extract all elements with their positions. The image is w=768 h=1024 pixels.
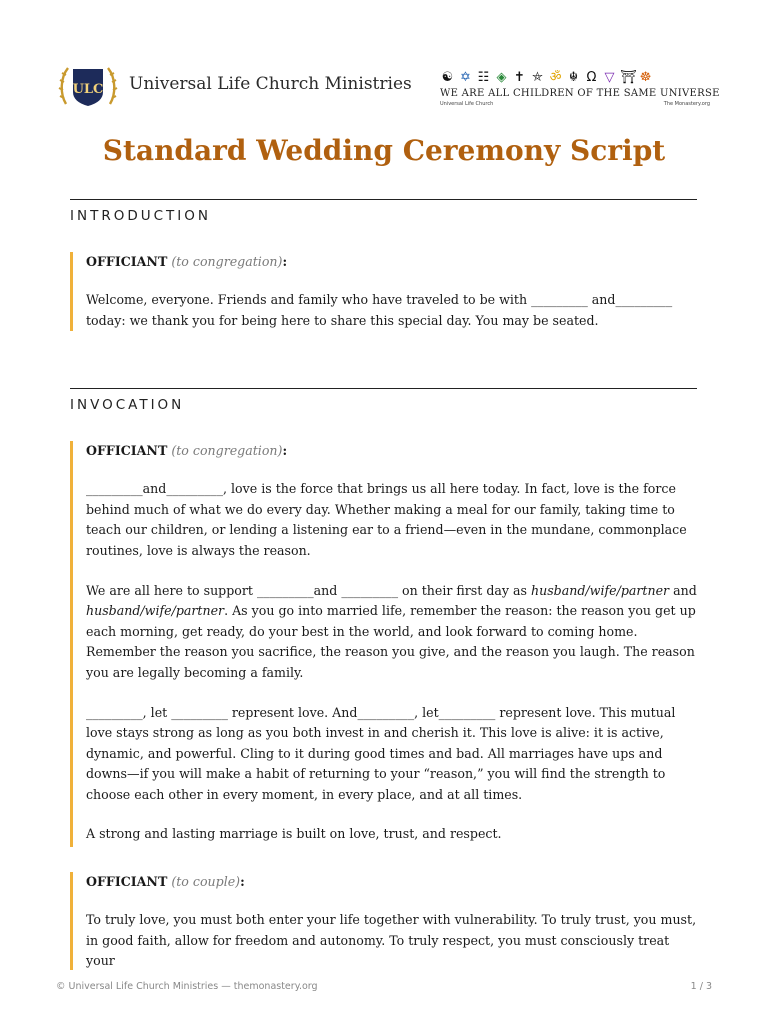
section-heading-invocation: INVOCATION <box>70 397 185 413</box>
religious-symbol-icon: ☬ <box>568 69 579 85</box>
speaker-line <box>86 441 701 461</box>
speaker-line <box>86 252 701 272</box>
logo-letters: ULC <box>72 82 104 97</box>
officiant-block-couple <box>70 872 701 970</box>
speaker-label: OFFICIANT <box>86 254 168 269</box>
tagline-small-left: Universal Life Church <box>440 101 494 107</box>
religious-symbol-icon: ⛩ <box>620 69 637 85</box>
tagline: WE ARE ALL CHILDREN OF THE SAME UNIVERSE <box>440 88 720 99</box>
tagline-small-right: The Monastery.org <box>663 101 710 107</box>
paragraph: A strong and lasting marriage is built on love, trust, and respect. <box>86 826 502 842</box>
section-divider <box>70 199 697 200</box>
stage-direction: (to couple) <box>171 874 241 889</box>
speaker-label: OFFICIANT <box>86 443 168 458</box>
officiant-block-invocation <box>70 441 701 847</box>
religious-symbol-icon: ✝ <box>514 69 525 85</box>
paragraph: To truly love, you must both enter your life together with vulnerability. To truly trust, you must, in good faith, allow for freedom and autonomy. To truly respect, you must consciously treat your <box>86 912 697 969</box>
religious-symbol-icon: ⛤ <box>532 69 543 85</box>
page-header <box>58 62 720 110</box>
officiant-block-introduction <box>70 252 701 331</box>
religious-symbols-banner <box>440 68 720 108</box>
paragraph <box>86 581 701 683</box>
colon: : <box>240 874 245 889</box>
speaker-label: OFFICIANT <box>86 874 168 889</box>
religious-symbol-icon: ▽ <box>604 69 615 85</box>
colon: : <box>282 443 288 458</box>
religious-symbol-icon: ☸ <box>639 69 652 85</box>
religious-symbol-icon: ✡ <box>460 69 471 85</box>
text-run-emphasis: husband/wife/partner <box>86 603 225 619</box>
org-name: Universal Life Church Ministries <box>129 74 412 94</box>
religious-symbol-icon: ☯ <box>441 69 454 85</box>
text-run: We are all here to support _________and _________ on their first day as <box>86 583 531 599</box>
page-number: 1 / 3 <box>690 981 712 992</box>
paragraph: _________, let _________ represent love. And_________, let_________ represent love. This mutual love stays strong as long as you both invest in and cherish it. This love is alive: it is active, dynamic, and powerful. Cling to it during good times and bad. All marriages have ups and downs—if you will make a habit of returning to your “reason,” you will find the strength to choose each other in every moment, in every place, and at all times. <box>86 705 676 802</box>
speaker-line <box>86 872 701 892</box>
stage-direction: (to congregation) <box>171 254 283 269</box>
text-run: and <box>669 583 697 599</box>
section-heading-introduction: INTRODUCTION <box>70 208 211 224</box>
paragraph: _________and_________, love is the force that brings us all here today. In fact, love is the force behind much of what we do every day. Whether making a meal for our family, taking time to teach our children, or lending a listening ear to a friend—even in the mundane, commonplace routines, love is always the reason. <box>86 481 687 558</box>
ulc-logo <box>58 64 118 108</box>
religious-symbol-icon: ॐ <box>549 69 562 85</box>
religious-symbol-icon: ◈ <box>496 69 507 85</box>
text-run-emphasis: husband/wife/partner <box>531 583 670 599</box>
religious-symbol-icon: Ω <box>586 69 597 85</box>
paragraph: Welcome, everyone. Friends and family who have traveled to be with _________ and_________ today: we thank you for being here to share this special day. You may be seated. <box>86 292 673 328</box>
text-run: . As you go into married life, remember the reason: the reason you get up each morning, get ready, do your best in the world, and look forward to coming home. Remember the reason you sacrifice, the reason you give, and the reason you laugh. The reason you are legally becoming a family. <box>86 603 696 680</box>
symbols-row <box>440 68 710 86</box>
page-title: Standard Wedding Ceremony Script <box>102 134 666 167</box>
stage-direction: (to congregation) <box>171 443 283 458</box>
footer-copyright: © Universal Life Church Ministries — themonastery.org <box>56 981 318 992</box>
colon: : <box>282 254 288 269</box>
religious-symbol-icon: ☷ <box>477 69 490 85</box>
section-divider <box>70 388 697 389</box>
